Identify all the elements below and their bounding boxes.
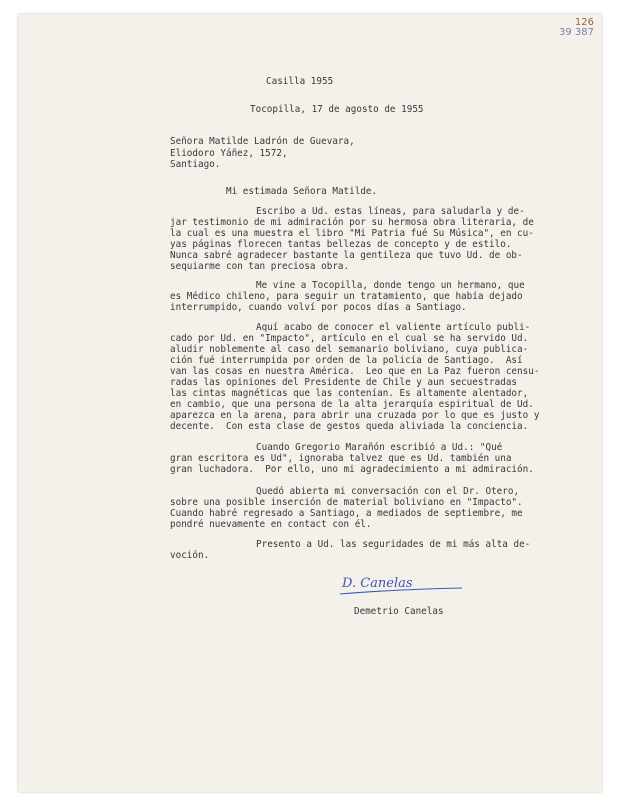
paragraph-3 <box>170 322 539 432</box>
archive-number-1: 126 <box>574 17 594 28</box>
text-line: en cambio, que una persona de la alta jerarquía espiritual de Ud. <box>170 399 534 410</box>
text-line: aparezca en la arena, para abrir una cruzada por lo que es justo y <box>170 410 540 421</box>
archive-number-2: 39 387 <box>559 27 594 38</box>
archive-marks <box>559 18 594 38</box>
text-line: sequiarme con tan preciosa obra. <box>170 261 350 272</box>
text-line: jar testimonio de mi admiración por su hermosa obra literaria, de <box>170 217 534 228</box>
recipient-line: Eliodoro Yáñez, 1572, <box>170 147 288 159</box>
text-line: cado por Ud. en "Impacto", artículo en el cual se ha servido Ud. <box>170 333 529 344</box>
text-line: Me vine a Tocopilla, donde tengo un hermano, que <box>256 280 525 291</box>
text-line: gran escritora es Ud", ignoraba talvez que es Ud. también una <box>170 453 512 464</box>
text-line: Cuando Gregorio Marañón escribió a Ud.: "Qué <box>256 442 503 453</box>
text-line: aludir noblemente al caso del semanario boliviano, cuya publica- <box>170 344 529 355</box>
paragraph-5 <box>170 486 523 530</box>
text-line: pondré nuevamente en contact con él. <box>170 519 372 530</box>
recipient-line: Señora Matilde Ladrón de Guevara, <box>170 136 355 147</box>
text-line: decente. Con esta clase de gestos queda aliviada la conciencia. <box>170 421 529 432</box>
text-line: Quedó abierta mi conversación con el Dr. Otero, <box>256 486 520 497</box>
paragraph-1 <box>170 206 534 272</box>
typed-signature: Demetrio Canelas <box>354 606 444 617</box>
text-line: ción fué interrumpida por orden de la policía de Santiago. Así <box>170 355 523 366</box>
text-line: las cintas magnéticas que las contenían. Es altamente alentador, <box>170 388 529 399</box>
text-line: es Médico chileno, para seguir un tratamiento, que había dejado <box>170 291 523 302</box>
text-line: Escribo a Ud. estas líneas, para saludarla y de- <box>256 206 525 217</box>
text-line: yas páginas florecen tantas bellezas de concepto y de estilo. <box>170 239 512 250</box>
text-line: Nunca sabré agradecer bastante la gentileza que tuvo Ud. de ob- <box>170 250 523 261</box>
paragraph-2 <box>170 280 525 313</box>
text-line: radas las opiniones del Presidente de Chile y aun secuestradas <box>170 377 518 388</box>
text-line: van las cosas en nuestra América. Leo que en La Paz fueron censu- <box>170 366 540 377</box>
recipient-line: Santiago. <box>170 159 221 170</box>
text-line: la cual es una muestra el libro "Mi Patria fué Su Música", en cu- <box>170 228 534 239</box>
signature-text: D. Canelas <box>342 576 413 591</box>
text-line: Cuando habré regresado a Santiago, a mediados de septiembre, me <box>170 508 523 519</box>
letter-sheet <box>18 14 602 792</box>
recipient-block <box>170 136 355 171</box>
salutation: Mi estimada Señora Matilde. <box>226 186 378 197</box>
text-line: gran luchadora. Por ello, uno mi agradecimiento a mi admiración. <box>170 464 534 475</box>
letterhead-box: Casilla 1955 <box>266 76 334 87</box>
text-line: voción. <box>170 550 210 561</box>
paragraph-4 <box>170 442 534 475</box>
handwritten-signature <box>336 570 466 600</box>
text-line: interrumpido, cuando volví por pocos días a Santiago. <box>170 302 467 313</box>
text-line: sobre una posible inserción de material boliviano en "Impacto". <box>170 497 523 508</box>
place-date: Tocopilla, 17 de agosto de 1955 <box>250 104 424 115</box>
text-line: Presento a Ud. las seguridades de mi más alta de- <box>256 539 531 550</box>
paragraph-6 <box>170 539 530 561</box>
text-line: Aquí acabo de conocer el valiente artículo publi- <box>256 322 531 333</box>
